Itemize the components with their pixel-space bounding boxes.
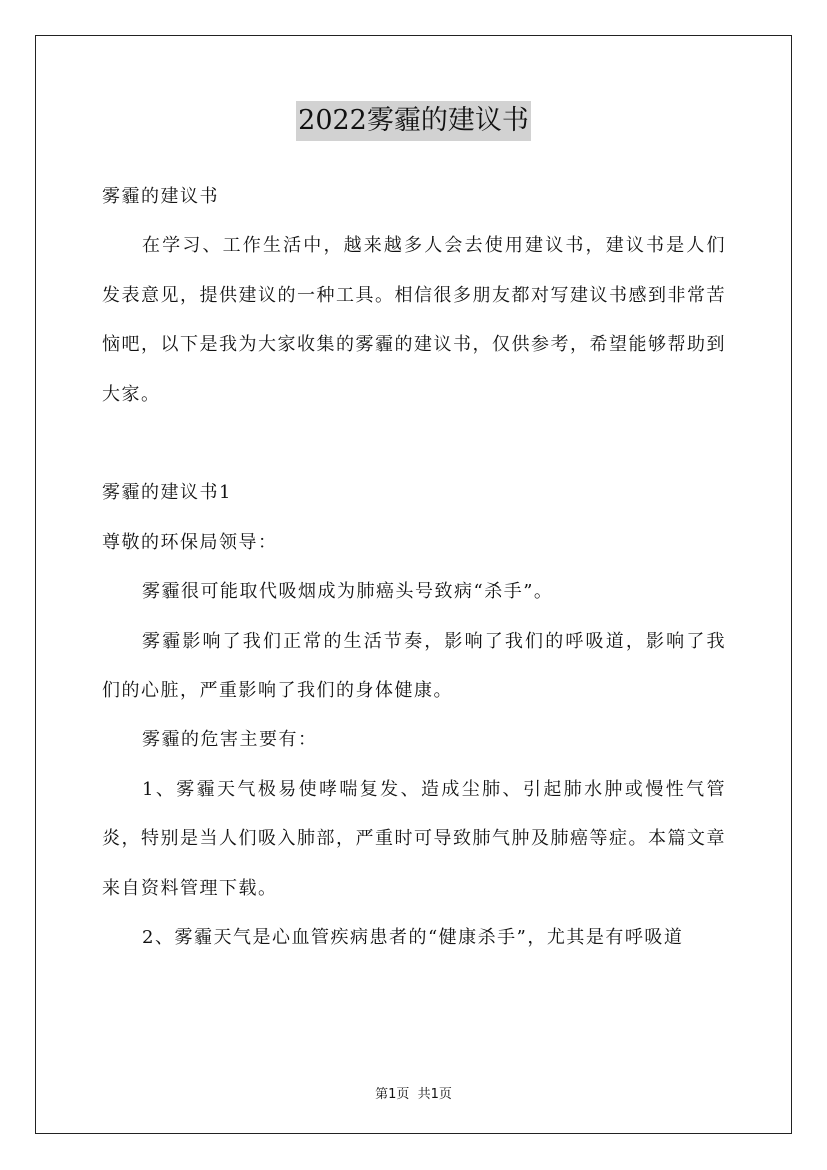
- section-heading: 雾霾的建议书: [102, 186, 219, 207]
- document-title: 2022雾霾的建议书: [296, 101, 531, 141]
- salutation: 尊敬的环保局领导：: [102, 531, 278, 553]
- page-footer: 第1页 共1页: [375, 1087, 452, 1102]
- body-paragraph: 雾霾很可能取代吸烟成为肺癌头号致病“杀手”。: [142, 581, 554, 603]
- body-paragraph: 雾霾影响了我们正常的生活节奏，影响了我们的呼吸道，影响了我们的心脏，严重影响了我们的身体健康。: [102, 630, 726, 702]
- list-item: 1、雾霾天气极易使哮喘复发、造成尘肺、引起肺水肿或慢性气管炎，特别是当人们吸入肺部，严重时可导致肺气肿及肺癌等症。本篇文章来自资料管理下载。: [102, 778, 726, 899]
- blank-line: [102, 419, 726, 468]
- section-heading-1: 雾霾的建议书1: [102, 482, 232, 504]
- intro-paragraph: 在学习、工作生活中，越来越多人会去使用建议书，建议书是人们发表意见，提供建议的一种工具。相信很多朋友都对写建议书感到非常苦恼吧，以下是我为大家收集的雾霾的建议书，仅供参考，希望能够帮助到大家。: [102, 235, 726, 405]
- document-body: [102, 172, 726, 962]
- list-item: 2、雾霾天气是心血管疾病患者的“健康杀手”，尤其是有呼吸道: [142, 927, 684, 949]
- body-paragraph: 雾霾的危害主要有：: [142, 729, 318, 751]
- title-wrap: [0, 101, 827, 141]
